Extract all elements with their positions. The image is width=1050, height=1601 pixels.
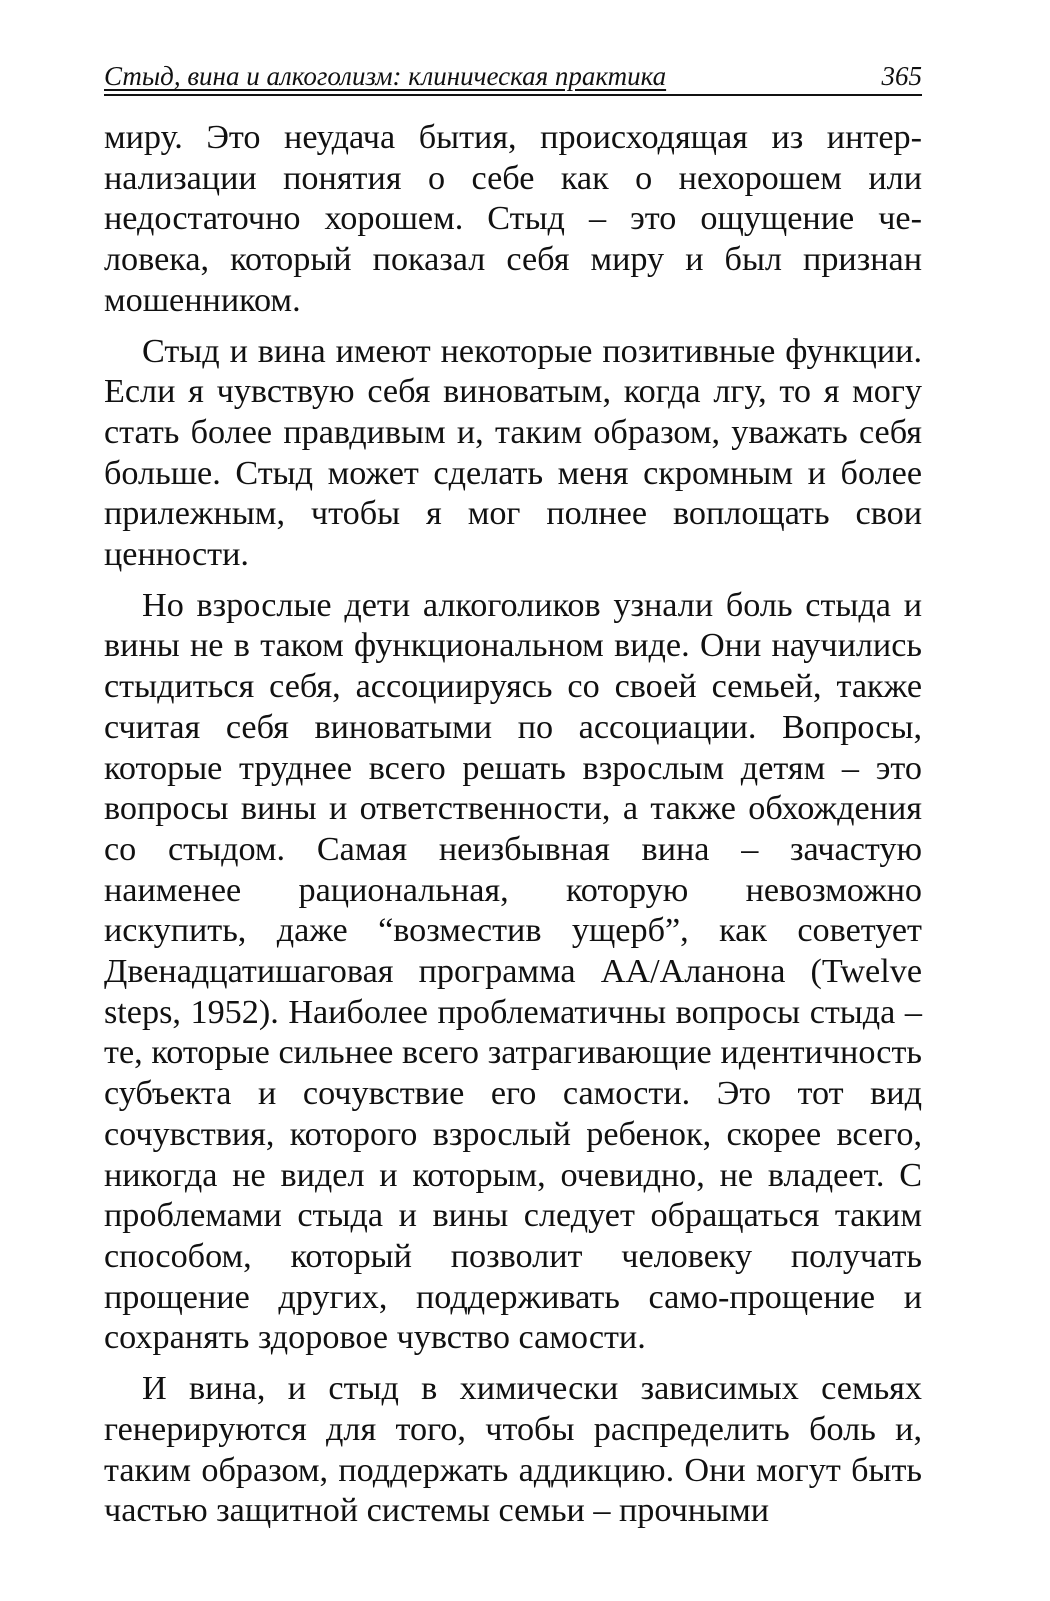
paragraph: Стыд и вина имеют некоторые позитивные функции. Если я чувствую себя виноватым, когда лгу, то я могу стать более правдивым и, таким образом, уважать себя больше. Стыд может сделать меня скромным и более прилежным, чтобы я мог полнее воплощать свои ценности. (104, 332, 922, 574)
page-number: 365 (881, 61, 922, 91)
paragraph: Но взрослые дети алкоголиков узнали боль стыда и вины не в таком функциональном виде. Они научились стыдиться себя, ассоциируясь со своей семьей, также считая себя виноватыми по ассоциации. Вопросы, которые труднее всего решать взрослым детям – это вопросы вины и ответственности, а также обхождения со стыдом. Самая неизбывная вина – зачастую наименее рациональная, которую невозможно искупить, даже “возместив ущерб”, как советует Двенадцатишаговая программа АА/Аланона (Twelve steps, 1952). Наиболее проблематичны вопросы стыда – те, которые сильнее всего затрагивающие идентичность субъекта и сочувствие его самости. Это тот вид сочувствия, которого взрослый ребенок, скорее всего, никогда не видел и которым, очевидно, не владеет. С проблемами стыда и вины следует обращаться таким способом, который позволит человеку получать прощение других, поддерживать само-прощение и сохранять здоровое чувство самости. (104, 586, 922, 1357)
paragraph-continuation: миру. Это неудача бытия, происходящая из интернализации понятия о себе как о нехорошем или недостаточно хорошем. Стыд – это ощущение человека, который показал себя миру и был признан мошенником. (104, 119, 922, 319)
running-header (104, 58, 922, 96)
paragraph: И вина, и стыд в химически зависимых семьях генерируются для того, чтобы распределить боль и, таким образом, поддержать аддикцию. Они могут быть частью защитной системы семьи – прочными (104, 1370, 922, 1530)
body-text (104, 118, 922, 1542)
running-title: Стыд, вина и алкоголизм: клиническая практика (104, 61, 667, 91)
